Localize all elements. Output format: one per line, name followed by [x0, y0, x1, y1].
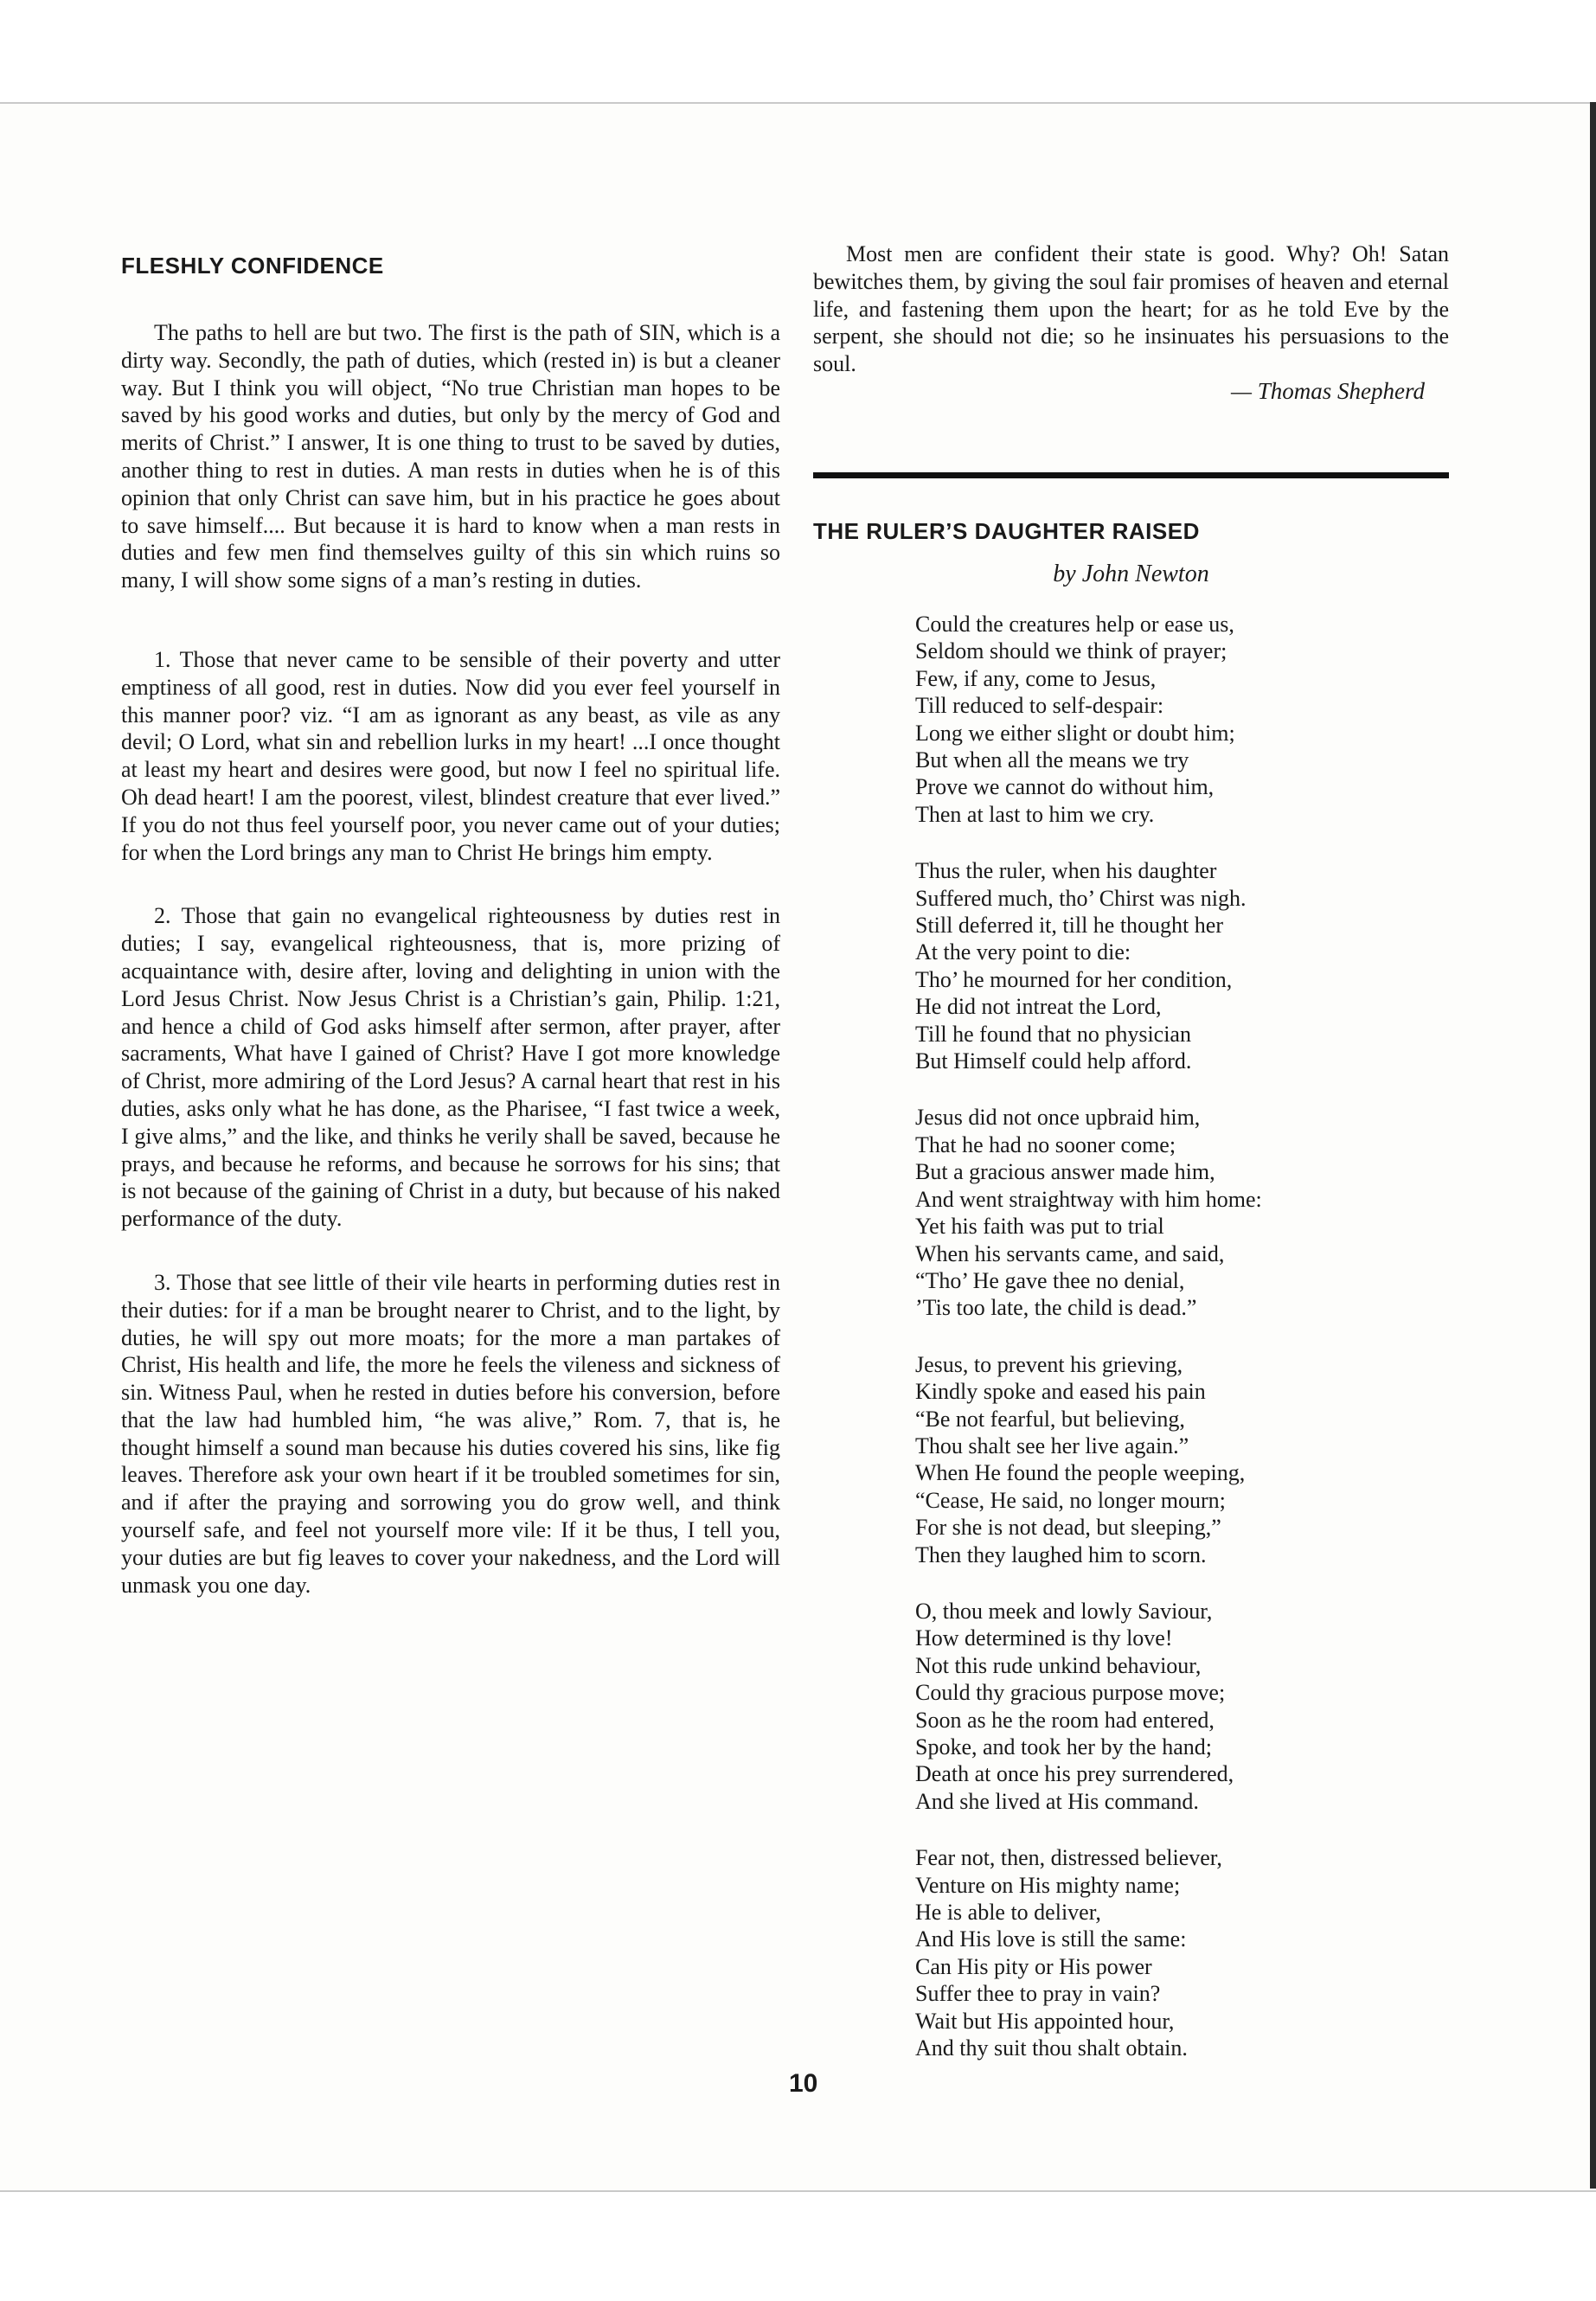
poem-stanza: [813, 857, 1449, 1074]
poem-line: “Tho’ He gave thee no denial,: [915, 1267, 1185, 1293]
poem-line: Till he found that no physician: [915, 1021, 1191, 1047]
paragraph-point-1: 1. Those that never came to be sensible of their poverty and utter emptiness of all good, rest in duties. Now did you ever feel yourself in this manner poor? viz. “I am as ignorant as any beast, as vile as any devil; O Lord, what sin and rebellion lurks in my heart! ...I once thought at least my heart and desires were good, but now I feel no spiritual life. Oh dead heart! I am the poorest, vilest, blindest creature that ever lived.” If you do not thus feel yourself poor, you never came out of your duties; for when the Lord brings any man to Christ He brings him empty.: [121, 646, 780, 865]
poem-line: Fear not, then, distressed believer,: [915, 1845, 1222, 1871]
poem-line: Could the creatures help or ease us,: [915, 611, 1234, 637]
poem-line: Prove we cannot do without him,: [915, 774, 1215, 800]
poem-stanza: [813, 1351, 1449, 1568]
poem-line: When his servants came, and said,: [915, 1240, 1225, 1266]
article-body: [121, 319, 780, 1599]
poem-line: Not this rude unkind behaviour,: [915, 1652, 1202, 1678]
poem-stanza: [813, 1598, 1449, 1815]
poem-line: But a gracious answer made him,: [915, 1159, 1215, 1185]
poem-line: He is able to deliver,: [915, 1900, 1101, 1926]
poem-line: Thou shalt see her live again.”: [915, 1433, 1189, 1458]
poem-line: Till reduced to self-despair:: [915, 693, 1164, 719]
section-divider: [813, 472, 1449, 478]
poem-line: Suffered much, tho’ Chirst was nigh.: [915, 885, 1247, 911]
poem-line: For she is not dead, but sleeping,”: [915, 1515, 1221, 1541]
poem-line: O, thou meek and lowly Saviour,: [915, 1598, 1213, 1624]
paragraph-point-3: 3. Those that see little of their vile hearts in performing duties rest in their duties: for if a man be brought nearer to Christ, and to the light, by duties, he will spy out more moats; for the more a man partakes of Christ, His health and life, the more he feels the vileness and sickness of sin. Witness Paul, when he rested in duties before his conversion, before that the law had humbled him, “he was alive,” Rom. 7, that is, he thought himself a sound man because his duties covered his sins, like fig leaves. Therefore ask your own heart if it be troubled sometimes for sin, and if after the praying and sorrowing you do grow well, and think yourself safe, and feel not yourself more vile: If it be thus, I tell you, your duties are but fig leaves to cover your nakedness, and the Lord will unmask you one day.: [121, 1269, 780, 1598]
poem-line: Could thy gracious purpose move;: [915, 1680, 1226, 1706]
poem-title: THE RULER’S DAUGHTER RAISED: [813, 517, 1200, 544]
poem: [813, 611, 1449, 2062]
poem-line: Death at once his prey surrendered,: [915, 1761, 1234, 1787]
poem-line: Suffer thee to pray in vain?: [915, 1981, 1161, 2007]
quote-attribution: — Thomas Shepherd: [1230, 377, 1425, 404]
poem-line: But Himself could help afford.: [915, 1048, 1192, 1074]
poem-line: “Be not fearful, but believing,: [915, 1406, 1185, 1432]
page-edge-shadow: [1590, 102, 1596, 2189]
paragraph-intro: The paths to hell are but two. The first is the path of SIN, which is a dirty way. Secondly, the path of duties, which (rested in) is but a cleaner way. But I think you will object, “No true Christian man hopes to be saved by his good works and duties, but only by the mercy of God and merits of Christ.” I answer, It is one thing to trust to be saved by duties, another thing to rest in duties. A man rests in duties when he is of this opinion that only Christ can save him, but in his practice he goes about to save himself.... But because it is hard to know when a man rests in duties and few men find themselves guilty of this sin which ruins so many, I will show some signs of a man’s resting in duties.: [121, 320, 780, 593]
poem-line: Yet his faith was put to trial: [915, 1214, 1164, 1240]
poem-line: “Cease, He said, no longer mourn;: [915, 1487, 1226, 1513]
poem-line: Thus the ruler, when his daughter: [915, 858, 1217, 884]
quote-paragraph: Most men are confident their state is good. Why? Oh! Satan bewitches them, by giving the soul fair promises of heaven and eternal life, and fastening them upon the heart; for as he told Eve by the serpent, she should not die; so he insinuates his persuasions to the soul.: [813, 241, 1450, 377]
poem-line: And thy suit thou shalt obtain.: [915, 2035, 1188, 2061]
poem-line: When He found the people weeping,: [915, 1460, 1246, 1486]
poem-line: Jesus, to prevent his grieving,: [915, 1351, 1183, 1377]
poem-stanza: [813, 1844, 1449, 2061]
left-column: [121, 253, 780, 1599]
poem-stanza: [813, 1104, 1449, 1321]
poem-line: That he had no sooner come;: [915, 1131, 1176, 1157]
paragraph-point-2: 2. Those that gain no evangelical righteousness by duties rest in duties; I say, evangelical righteousness, that is, more prizing of acquaintance with, desire after, loving and delighting in union with the Lord Jesus Christ. Now Jesus Christ is a Christian’s gain, Philip. 1:21, and hence a child of God asks himself after sermon, after prayer, after sacraments, What have I gained of Christ? Have I got more knowledge of Christ, more admiring of the Lord Jesus? A carnal heart that rest in his duties, asks only what he has done, as the Pharisee, “I fast twice a week, I give alms,” and the like, and thinks he verily shall be saved, because he prays, and because he reforms, and because he sorrows for his sins; that is not because of the gaining of Christ in a duty, but because of his naked performance of the duty.: [121, 903, 780, 1232]
poem-line: And His love is still the same:: [915, 1926, 1187, 1952]
page-number: 10: [789, 2069, 818, 2098]
quote-block: [813, 240, 1449, 378]
poem-line: ’Tis too late, the child is dead.”: [915, 1295, 1197, 1321]
poem-line: How determined is thy love!: [915, 1625, 1173, 1651]
poem-line: Long we either slight or doubt him;: [915, 720, 1235, 746]
right-column: [813, 240, 1449, 2091]
poem-line: Jesus did not once upbraid him,: [915, 1105, 1201, 1131]
poem-line: Then at last to him we cry.: [915, 801, 1155, 827]
poem-line: He did not intreat the Lord,: [915, 994, 1162, 1020]
poem-line: At the very point to die:: [915, 939, 1131, 965]
poem-line: Venture on His mighty name;: [915, 1872, 1181, 1898]
poem-line: Spoke, and took her by the hand;: [915, 1734, 1212, 1760]
poem-line: Then they laughed him to scorn.: [915, 1541, 1207, 1567]
poem-line: Still deferred it, till he thought her: [915, 913, 1223, 939]
poem-byline: by John Newton: [1053, 560, 1209, 587]
poem-line: Wait but His appointed hour,: [915, 2008, 1175, 2034]
poem-line: Tho’ he mourned for her condition,: [915, 966, 1233, 992]
poem-line: But when all the means we try: [915, 747, 1189, 773]
poem-line: Kindly spoke and eased his pain: [915, 1379, 1206, 1405]
poem-line: Seldom should we think of prayer;: [915, 638, 1227, 664]
poem-stanza: [813, 611, 1449, 828]
poem-line: And went straightway with him home:: [915, 1186, 1262, 1212]
poem-line: Can His pity or His power: [915, 1953, 1152, 1979]
poem-line: And she lived at His command.: [915, 1788, 1199, 1814]
poem-line: Few, if any, come to Jesus,: [915, 665, 1157, 691]
article-heading: FLESHLY CONFIDENCE: [121, 253, 384, 279]
poem-line: Soon as he the room had entered,: [915, 1707, 1215, 1733]
